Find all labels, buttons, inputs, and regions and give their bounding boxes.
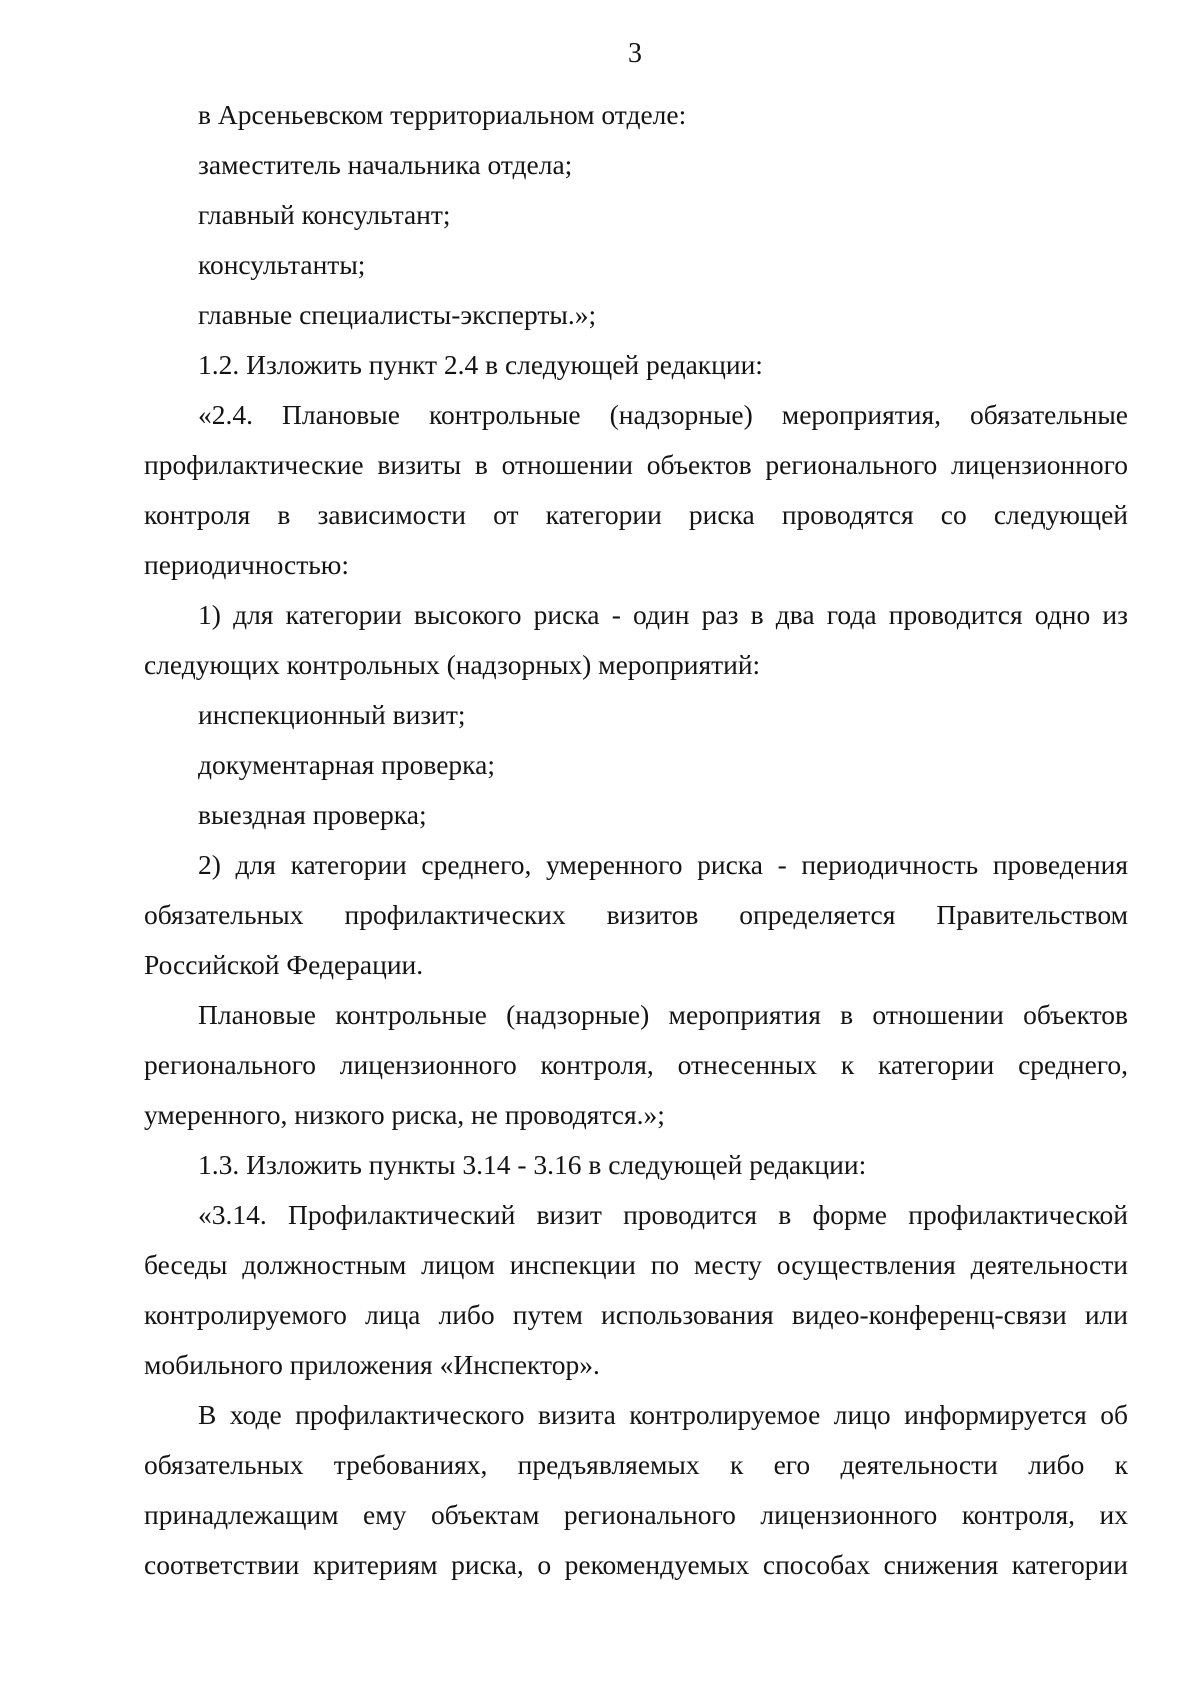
- text-line: мобильного приложения «Инспектор».: [144, 1349, 600, 1380]
- text-line: в Арсеньевском территориальном отделе:: [198, 99, 687, 130]
- text-line: следующих контрольных (надзорных) мероприятий:: [144, 649, 761, 680]
- text-line: регионального лицензионного контроля, отнесенных к категории среднего,: [144, 1049, 1128, 1080]
- text-line: «3.14. Профилактический визит проводится в форме профилактической: [198, 1199, 1128, 1230]
- text-line: главные специалисты-эксперты.»;: [198, 299, 597, 330]
- text-line: контроля в зависимости от категории риска проводятся со следующей: [144, 499, 1128, 530]
- text-line: «2.4. Плановые контрольные (надзорные) мероприятия, обязательные: [198, 399, 1128, 430]
- text-line: 1) для категории высокого риска - один раз в два года проводится одно из: [198, 599, 1128, 630]
- text-line: инспекционный визит;: [198, 699, 466, 730]
- text-line: 2) для категории среднего, умеренного риска - периодичность проведения: [198, 849, 1128, 880]
- page-number: 3: [628, 38, 642, 69]
- text-line: заместитель начальника отдела;: [198, 149, 573, 180]
- text-line: 1.2. Изложить пункт 2.4 в следующей редакции:: [198, 349, 763, 380]
- text-line: документарная проверка;: [198, 749, 495, 780]
- text-line: обязательных требованиях, предъявляемых к его деятельности либо к: [144, 1449, 1128, 1480]
- text-line: профилактические визиты в отношении объектов регионального лицензионного: [144, 449, 1128, 480]
- text-line: беседы должностным лицом инспекции по месту осуществления деятельности: [144, 1249, 1128, 1280]
- text-line: обязательных профилактических визитов определяется Правительством: [144, 899, 1128, 930]
- text-line: В ходе профилактического визита контролируемое лицо информируется об: [198, 1399, 1128, 1430]
- text-line: главный консультант;: [198, 199, 451, 230]
- document-body: [144, 90, 1128, 1590]
- text-line: Плановые контрольные (надзорные) мероприятия в отношении объектов: [198, 999, 1128, 1030]
- text-line: принадлежащим ему объектам регионального лицензионного контроля, их: [144, 1499, 1128, 1530]
- text-line: 1.3. Изложить пункты 3.14 - 3.16 в следующей редакции:: [198, 1149, 867, 1180]
- text-line: контролируемого лица либо путем использования видео-конференц-связи или: [144, 1299, 1128, 1330]
- text-line: выездная проверка;: [198, 799, 427, 830]
- text-line: Российской Федерации.: [144, 949, 424, 980]
- text-line: умеренного, низкого риска, не проводятся.»;: [144, 1099, 665, 1130]
- text-line: периодичностью:: [144, 549, 349, 580]
- text-line: соответствии критериям риска, о рекомендуемых способах снижения категории: [144, 1549, 1128, 1580]
- text-line: консультанты;: [198, 249, 366, 280]
